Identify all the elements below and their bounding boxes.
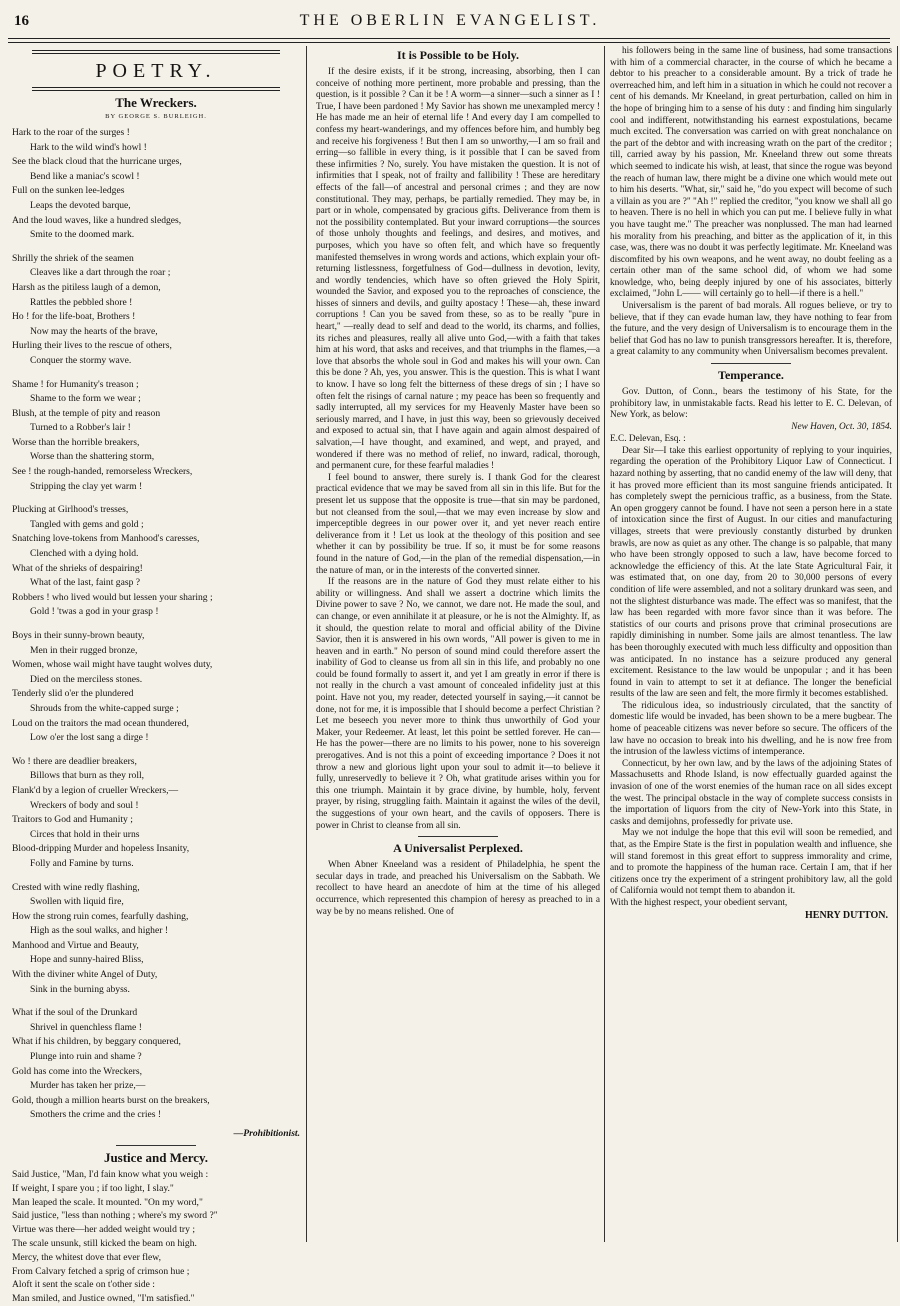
poem-line: How the strong ruin comes, fearfully dashing, [12, 910, 189, 922]
poem-stanza [12, 755, 300, 872]
poem-line: What of the last, faint gasp ? [30, 577, 141, 589]
poem-line: Worse than the horrible breakers, [12, 436, 140, 448]
poem-line: Stripping the clay yet warm ! [30, 480, 143, 492]
article-universalist-body [316, 860, 600, 918]
poem-stanza [12, 252, 300, 369]
poem-stanza [12, 126, 300, 243]
middle-column [316, 46, 600, 1242]
article-paragraph: Dear Sir—I take this earliest opportunity of replying to your inquiries, regarding the operation of the Prohibitory Liquor Law of Connecticut. I hazard nothing by asserting, that no candid enemy of the law will deny, that it has proved more efficient than its most sanguine friends anticipated. It has completely swept the pernicious traffic, as a business, from the State. An open groggery cannot be found. I have not seen a person here in a state of intoxication since the first of August. In our cities and manufacturing villages, streets that were previously constantly disturbed by drunken brawls, are now as quiet as any other. The change is so palpable, that many who have been strongly opposed to such a law, have become forced to acknowledge the efficiency of this. At the late State Agricultural Fair, it was estimated that, on one day, from 20 to 30,000 persons of every condition of life were assembled, and not a solitary drunkard was seen, and not the slightest disturbance was made. The effect was so manifest, that the law has been regarded with more favor since than it was before. The statistics of our courts and prisons prove that criminal prosecutions are rapidly diminishing in number. Some jails are almost tenantless. The law has been thoroughly executed with much less difficulty and opposition than was anticipated. In no instance has a seizure produced any general excitement. Resistance to the law would be unpopular ; and it has been found in vain to attempt to set it at defiance. The longer the beneficial results of the law are seen and felt, the more firmly it becomes established. [610, 445, 892, 700]
poem-line: Gold ! 'twas a god in your grasp ! [30, 606, 159, 618]
poem-line: Gold, though a million hearts burst on the breakers, [12, 1094, 210, 1106]
article-paragraph: If the reasons are in the nature of God they must relate either to his ability or willingness. And shall we assert a doctrine which limits the Divine power to save ? No, we cannot, we dare not. He made the soul, and can change, or even annihilate it at pleasure, or he is not the Almighty. If, as it should, the question relate to moral and official ability of the Divine Savior, then it is answered in his own words, "All power is given to me in heaven and in earth." No person of sound mind could therefore assert the inability of God to cleanse us from all sin in this life, and probably no one could be found formally to assert it, and yet I am greatly in error if there is not really in the church a vast amount of concealed infidelity just at this point. Have not you, my reader, detected yourself in saying,—it cannot be done, not for me, it is impossible that I should become a perfect Christian ? Let me beseech you never more to think thus unworthily of God your Maker, your Redeemer. At least, let this point be settled forever. He can—He has the power—there are no limits to his power, none to his sovereign prerogatives. And is not this a point of exceeding importance ? Does it not throw a new and glorious light upon your soul to admit it—to believe it fully, unreservedly to believe it ? Oh, what gratitude arises within you for this one triumph. Maintain it by grace divine, by humble, holy, fervent prayer, by rising, struggling faith. Maintain it against the wiles of the devil, the suggestions of your own heart, and the cavils of opposers. There is power in Christ to cleanse from all sin. [316, 577, 600, 831]
poem-title-wreckers: The Wreckers. [115, 95, 197, 110]
poem-line: Flank'd by a legion of crueller Wreckers,— [12, 784, 179, 796]
poem-line: Women, whose wail might have taught wolves duty, [12, 659, 213, 671]
poem-line: Low o'er the lost sang a dirge ! [30, 732, 149, 744]
article-paragraph: his followers being in the same line of business, had some transactions with him of a commercial character, in the course of which he became a debtor to his preacher to a considerable amount. By a trick of trade he overreached him, and left him in a situation in which he could not recover a cent of his demands. Mr Kneeland, in great perturbation, called on him in the hope of bringing him to a sense of his duty : and finding him singularly cool and indifferent, notwithstanding his earnest expostulations, became much excited. The conversation was carried on with great nonchalance on the part of the debtor and with increasing wrath on the part of the creditor ; till, carried away by his passion, Mr. Kneeland threw out some threats which seemed to indicate his wish, at least, that since the rogue was beyond the reach of human law, there might be a divine one which would mete out to him his deserts. "What, sir," said he, "do you expect will become of such a villain as you are ?" "Ah !" replied the creditor, "you know we shall all go to heaven. There is no hell in which you can put me. I believe fully in what you have taught me." The preacher was nonplussed. The man had learned his morality from his preaching, and bitter as the application of it, in this case, was, there was no doubt it was perfectly legitimate. Mr. Kneeland was discomfited by his own weapons, and he went away, no doubt feeling as a certain other man of the same school did, of whom we had some knowledge, who, being deeply injured by one of his associates, bitterly exclaimed, "John L—— will certainly go to hell—if there is a hell." [610, 46, 892, 300]
article-divider [711, 363, 791, 364]
poem-line: Shrouds from the white-capped surge ; [30, 702, 179, 714]
page-number: 16 [14, 13, 29, 29]
poem-line: Loud on the traitors the mad ocean thundered, [12, 717, 189, 729]
poem-line: Blush, at the temple of pity and reason [12, 407, 161, 419]
poetry-rule-top [32, 50, 280, 54]
poem-line: Aloft it sent the scale on t'other side : [12, 1279, 155, 1291]
poem-line: Rattles the pebbled shore ! [30, 296, 133, 308]
poem-stanza [12, 1006, 300, 1123]
poem-line: Smite to the doomed mark. [30, 229, 135, 241]
poem-line: Harsh as the pitiless laugh of a demon, [12, 281, 161, 293]
temperance-intro [610, 387, 892, 422]
poem-line: Murder has taken her prize,— [30, 1080, 146, 1092]
poem-attribution: —Prohibitionist. [233, 1128, 300, 1139]
poem-line: Leaps the devoted barque, [30, 199, 131, 211]
column-divider [897, 46, 898, 1242]
article-paragraph: The ridiculous idea, so industriously circulated, that the sanctity of domestic life would be invaded, has been shown to be a mere bugbear. The home of peaceable citizens was never before so secure. The officers of the law have no occasion to break into his dwelling, and he is now free from the intrusion of the lawless victims of intemperance. [610, 700, 892, 758]
poem-line: If weight, I spare you ; if too light, I slay." [12, 1182, 174, 1194]
poem-line: Hark to the roar of the surges ! [12, 127, 130, 138]
poem-line: Swollen with liquid fire, [30, 896, 124, 908]
poem-stanza [12, 881, 300, 998]
letter-signature: HENRY DUTTON. [805, 909, 888, 921]
poem-line: Gold has come into the Wreckers, [12, 1065, 142, 1077]
poem-line: Manhood and Virtue and Beauty, [12, 939, 139, 951]
right-column [610, 46, 892, 1242]
masthead [10, 10, 890, 36]
letter-dateline: New Haven, Oct. 30, 1854. [791, 421, 892, 432]
poem-wreckers-body [12, 126, 300, 1123]
poem-line: Billows that burn as they roll, [30, 770, 145, 782]
masthead-title: THE OBERLIN EVANGELIST. [299, 12, 601, 29]
poem-line: Plucking at Girlhood's tresses, [12, 504, 129, 516]
poem-line: Full on the sunken lee-ledges [12, 185, 125, 197]
article-paragraph: Gov. Dutton, of Conn., bears the testimony of his State, for the prohibitory law, in unmistakable facts. Read his letter to E. C. Delevan, of New York, as below: [610, 387, 892, 421]
letter-salutation: E.C. Delevan, Esq. : [610, 433, 686, 444]
poem-line: Now may the hearts of the brave, [30, 325, 158, 337]
poem-byline: BY GEORGE S. BURLEIGH. [105, 113, 207, 120]
letter-closing: With the highest respect, your obedient servant, [610, 897, 788, 908]
poem-line: Shame to the form we wear ; [30, 393, 141, 405]
poem-stanza [12, 629, 300, 746]
poem-title-justice: Justice and Mercy. [103, 1150, 209, 1165]
poem-line: Blood-dripping Murder and hopeless Insanity, [12, 843, 190, 855]
poem-justice-body [12, 1168, 300, 1306]
poem-line: Smothers the crime and the cries ! [30, 1109, 162, 1121]
poetry-column [12, 46, 300, 1305]
poem-line: Said Justice, "Man, I'd fain know what you weigh : [12, 1169, 209, 1180]
poem-stanza [12, 503, 300, 620]
article-paragraph: Universalism is the parent of bad morals. All rogues believe, or try to believe, that if they can evade human law, they have nothing to fear from the future, and the very design of Universalism is to encourage them in the belief that God has no law to punish transgressors hereafter. It is, therefore, a great calamity to any community when Universalism becomes prevalent. [610, 301, 892, 358]
poem-line: Conquer the stormy wave. [30, 354, 132, 366]
article-holy-body [316, 67, 600, 832]
poem-line: From Calvary fetched a sprig of crimson hue ; [12, 1265, 190, 1277]
poem-line: Boys in their sunny-brown beauty, [12, 630, 145, 641]
poem-line: What if his children, by beggary conquered, [12, 1036, 181, 1048]
poem-line: Man leaped the scale. It mounted. "On my word," [12, 1196, 203, 1208]
poem-line: Cleaves like a dart through the roar ; [30, 267, 171, 279]
poem-line: What of the shrieks of despairing! [12, 562, 143, 574]
poem-line: Tangled with gems and gold ; [30, 518, 144, 530]
article-paragraph: When Abner Kneeland was a resident of Philadelphia, he spent the secular days in trade, and preached his Universalism on the Sabbath. We recollect to have heard an anecdote of him at the time of his alleged occurrence, which represented this champion of heresy as preached to in a way be by no means relished. One of [316, 860, 600, 917]
poem-line: Shrilly the shriek of the seamen [12, 252, 134, 264]
poem-line: Men in their rugged bronze, [30, 644, 138, 656]
poem-line: See the black cloud that the hurricane urges, [12, 156, 182, 168]
poem-line: Shame ! for Humanity's treason ; [12, 378, 139, 390]
poem-line: Virtue was there—her added weight would try ; [12, 1224, 195, 1236]
poem-line: Died on the merciless stones. [30, 673, 143, 685]
poem-line: Clenched with a dying hold. [30, 548, 139, 560]
article-paragraph: May we not indulge the hope that this evil will soon be remedied, and that, as the Empire State is the first in population wealth and influence, she will stand foremost in this great effort to suppress immorality and crime, and to promote the happiness of the human race. Certain I am, that if her citizens once try the experiment of a stringent prohibitory law, all the gold of California would not tempt them to abandon it. [610, 828, 892, 897]
poem-line: Hark to the wild wind's howl ! [30, 141, 147, 153]
column-divider [306, 46, 307, 1242]
masthead-rule [8, 38, 890, 43]
poem-line: Worse than the shattering storm, [30, 451, 155, 463]
article-paragraph: If the desire exists, if it be strong, increasing, absorbing, then I can conceive of nothing more pertinent, more probable and pressing, than the question, is it possible ? Can it be ! A worm—a sinner—such a sinner as I ! True, I have been pardoned ! My Savior has shown me unexampled mercy ! He has made me an heir of eternal life ! And every day I am compelled to confess my heart-wanderings, and my offences before him, and humbly beg and receive his forgiveness ! But then I am so unworthy,—I am so frail and erring—so fallible in every thing, is it possible that I can be saved from these infirmities ? No, surely. You have mistaken the question. It is not of infirmities that I speak, not of frailty and fallibility ! These are hereditary effects of the fall—of ancestral and personal crimes ; and they are now constitutional. They may, perhaps, be partially remedied. They may be, in part or in whole, compensated by gracious gifts. Deliverance from them is not the possibility contemplated. But your inward corruptions—the sources of those unholy thoughts and feelings, and desires, and motives, and purposes, which you have so often felt, and which have so frequently manifested themselves in wrong words and actions, which explain your oft-returning listlessness, forgetfulness of God—dullness in devotion, levity, and wordly tendencies, which have so often grieved the Holy Spirit, wounded the Savior, and exposed you to the reproaches of conscience, the hisses of sinners and devils, and guilty apostacy ! These—ah, these inward corruptions ! Can you be saved from these, so as to be really "pure in heart," —really dead to self and dead to the world, its charms, and follies, its riches and pleasures, really all alive unto God,—with a faith that takes him at his word, that asks and receives, and that triumphs in the flames,—a love that absorbs the whole soul in God and makes his will your own. Can this be done ? Ah, yes, you answer. This is the question. This is what I want to know. I have so long felt the bitterness of these dregs of sin ; I have so often felt the risings of carnal nature ; my peace has been so frequently and sadly interrupted, all my services for my Heavenly Master have been so seriously marred, and I have, in just this way, been so grievously deceived and exposed to actual sin, that I have again and again almost despaired of salvation,—I have thought, and examined, and wept, and prayed, and wondered if there was no method of relief, no inward, radical, thorough, and permanent cure, for these fearful maladies ! [316, 67, 600, 472]
poem-line: Tenderly slid o'er the plundered [12, 688, 134, 700]
poem-line: Robbers ! who lived would but lessen your sharing ; [12, 591, 213, 603]
poem-line: Ho ! for the life-boat, Brothers ! [12, 311, 136, 323]
poem-line: Folly and Famine by turns. [30, 857, 134, 869]
poem-line: What if the soul of the Drunkard [12, 1007, 138, 1019]
poem-line: Hurling their lives to the rescue of others, [12, 340, 172, 352]
poem-line: Mercy, the whitest dove that ever flew, [12, 1251, 162, 1263]
poem-line: High as the soul walks, and higher ! [30, 925, 169, 937]
poem-line: See ! the rough-handed, remorseless Wreckers, [12, 466, 193, 478]
article-paragraph: I feel bound to answer, there surely is. I thank God for the clearest practical evidence that we may be saved from all sin in this life. But for the present let us suppose that the opposite is true—that sin may be pardoned, but not cleansed from the soul,—that we may even increase by slow and imperceptible degrees in our power over it, and yet never reach entire deliverance from it ! Let us look at the theology of this position and see whether it can by possibility be true. If so, it must be for some reasons found in the nature of God,—in the plan of the remedial dispensation,—in the nature of man, or in the interests of the converted sinner. [316, 472, 600, 576]
poem-line: Circes that hold in their urns [30, 828, 140, 840]
article-paragraph: Connecticut, by her own law, and by the laws of the adjoining States of Massachusetts and Rhode Island, is now effectually guarded against the invasion of one of the worst enemies of the human race on all sides except the west. The principal obstacle in the way of complete success consists in the importation of liquors from the city of New-York into this State, in casks and demijohns, professedly for private use. [610, 758, 892, 827]
poem-line: With the diviner white Angel of Duty, [12, 969, 158, 981]
poem-line: Traitors to God and Humanity ; [12, 814, 133, 826]
poem-line: Snatching love-tokens from Manhood's caresses, [12, 533, 200, 545]
poetry-rule-bottom [32, 87, 280, 91]
poem-line: The scale unsunk, still kicked the beam on high. [12, 1237, 197, 1249]
poem-line: Sink in the burning abyss. [30, 983, 130, 995]
article-universalist-continued [610, 46, 892, 359]
poem-line: And the loud waves, like a hundred sledges, [12, 214, 182, 226]
poem-line: Turned to a Robber's lair ! [30, 422, 131, 434]
poem-line: Plunge into ruin and shame ? [30, 1051, 142, 1063]
poem-line: Man smiled, and Justice owned, "I'm satisfied." [12, 1293, 195, 1305]
article-title-universalist: A Universalist Perplexed. [393, 841, 523, 856]
poem-line: Crested with wine redly flashing, [12, 881, 140, 893]
poem-line: Wreckers of body and soul ! [30, 799, 139, 811]
article-divider [418, 836, 498, 837]
poem-stanza [12, 378, 300, 495]
article-title-temperance: Temperance. [718, 368, 784, 383]
poem-line: Wo ! there are deadlier breakers, [12, 755, 137, 767]
temperance-letter-body [610, 446, 892, 898]
column-divider [604, 46, 605, 1242]
poem-line: Bend like a maniac's scowl ! [30, 170, 140, 182]
poem-line: Shrivel in quenchless flame ! [30, 1021, 142, 1033]
poem-line: Said justice, "less than nothing ; where's my sword ?" [12, 1210, 218, 1222]
poem-divider [116, 1145, 196, 1146]
poetry-heading: POETRY. [95, 60, 217, 82]
article-title-holy: It is Possible to be Holy. [396, 48, 519, 62]
poem-line: Hope and sunny-haired Bliss, [30, 954, 144, 966]
